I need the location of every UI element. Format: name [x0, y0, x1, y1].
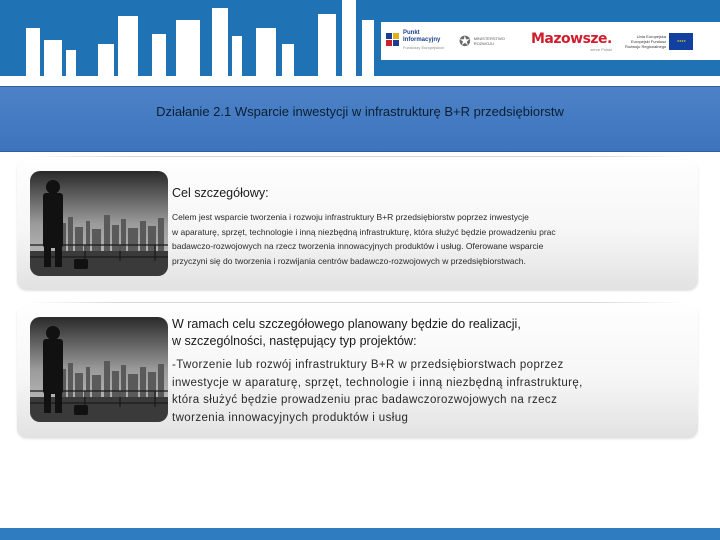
header-pattern-block [362, 20, 374, 76]
header-pattern-block [232, 36, 242, 76]
header-banner [0, 0, 720, 76]
mazowsze-name: Mazowsze. [531, 30, 612, 47]
card-body-line: która służyć będzie prowadzeniu prac badawczorozwojowych na rzecz [172, 394, 558, 406]
businessman-city-photo [30, 171, 168, 276]
card-heading-line: W ramach celu szczegółowego planowany będzie do realizacji, [172, 317, 521, 331]
punkt-informacyjny-logo [386, 26, 444, 56]
header-pattern-block [282, 44, 294, 76]
logo-strip [381, 22, 720, 60]
mazowsze-logo [531, 26, 612, 56]
header-pattern-block [256, 28, 276, 76]
card-body-line: inwestycje w aparaturę, sprzęt, technologie i inną niezbędną infrastrukturę, [172, 376, 583, 389]
card-body-line: Celem jest wsparcie tworzenia i rozwoju infrastruktury B+R przedsiębiorstw poprzez inwestycje [172, 212, 529, 222]
card-body-line: przyczyni się do tworzenia i rozwijania centrów badawczo-rozwojowych w przedsiębiorstwach. [172, 255, 526, 266]
header-pattern-block [98, 44, 114, 76]
divider [28, 156, 688, 157]
header-pattern-block [176, 20, 200, 76]
businessman-city-photo [30, 317, 168, 422]
ministerstwo-line2: ROZWOJU [473, 41, 494, 46]
punkt-logo-line1: Punkt [403, 30, 420, 36]
title-band [0, 86, 720, 152]
punkt-logo-line3: Funduszy Europejskich [403, 45, 445, 50]
eagle-emblem-icon: ✪ [459, 32, 471, 49]
footer-bar [0, 528, 720, 540]
eu-line1: Unia Europejska [636, 33, 667, 39]
punkt-informacyjny-mark-icon [386, 33, 400, 49]
card-heading-line: w szczególności, następujący typ projektów: [172, 334, 417, 348]
info-card-typ-projektow [17, 306, 698, 438]
punkt-logo-line2: Informacyjny [403, 37, 441, 43]
page-title: Działanie 2.1 Wsparcie inwestycji w infrastrukturę B+R przedsiębiorstw [156, 104, 564, 119]
mazowsze-tagline: serce Polski [590, 46, 612, 52]
card-body-line: badawczo-rozwojowych na rzecz tworzenia innowacyjnych produktów i usług. Oferowane wsparcie [172, 241, 544, 251]
card-body [172, 357, 583, 427]
header-pattern-block [342, 0, 356, 76]
card-heading [172, 316, 521, 350]
header-pattern-block [66, 50, 76, 76]
eu-line2: Europejski Fundusz [631, 38, 667, 44]
eu-flag-icon: ★★★★ [669, 33, 693, 50]
card-body-line: w aparaturę, sprzęt, technologie i inną niezbędną infrastrukturę, która służyć będzie prowadzeniu prac [172, 226, 556, 237]
header-pattern-block [26, 28, 40, 76]
card-heading: Cel szczegółowy: [172, 186, 269, 200]
header-pattern-block [118, 16, 138, 76]
card-body-line: tworzenia innowacyjnych produktów i usług [172, 411, 409, 424]
header-pattern-block [318, 14, 336, 76]
card-body [172, 210, 556, 268]
eu-logo [625, 26, 693, 56]
info-card-cel [17, 160, 698, 290]
card-body-line: -Tworzenie lub rozwój infrastruktury B+R w przedsiębiorstwach poprzez [172, 359, 564, 371]
header-pattern-block [44, 40, 62, 76]
header-pattern-block [212, 8, 228, 76]
divider [28, 302, 688, 303]
eu-line3: Rozwoju Regionalnego [625, 43, 667, 49]
ministerstwo-logo [459, 26, 505, 56]
ministerstwo-line1: MINISTERSTWO [473, 36, 505, 41]
header-pattern-block [152, 34, 166, 76]
